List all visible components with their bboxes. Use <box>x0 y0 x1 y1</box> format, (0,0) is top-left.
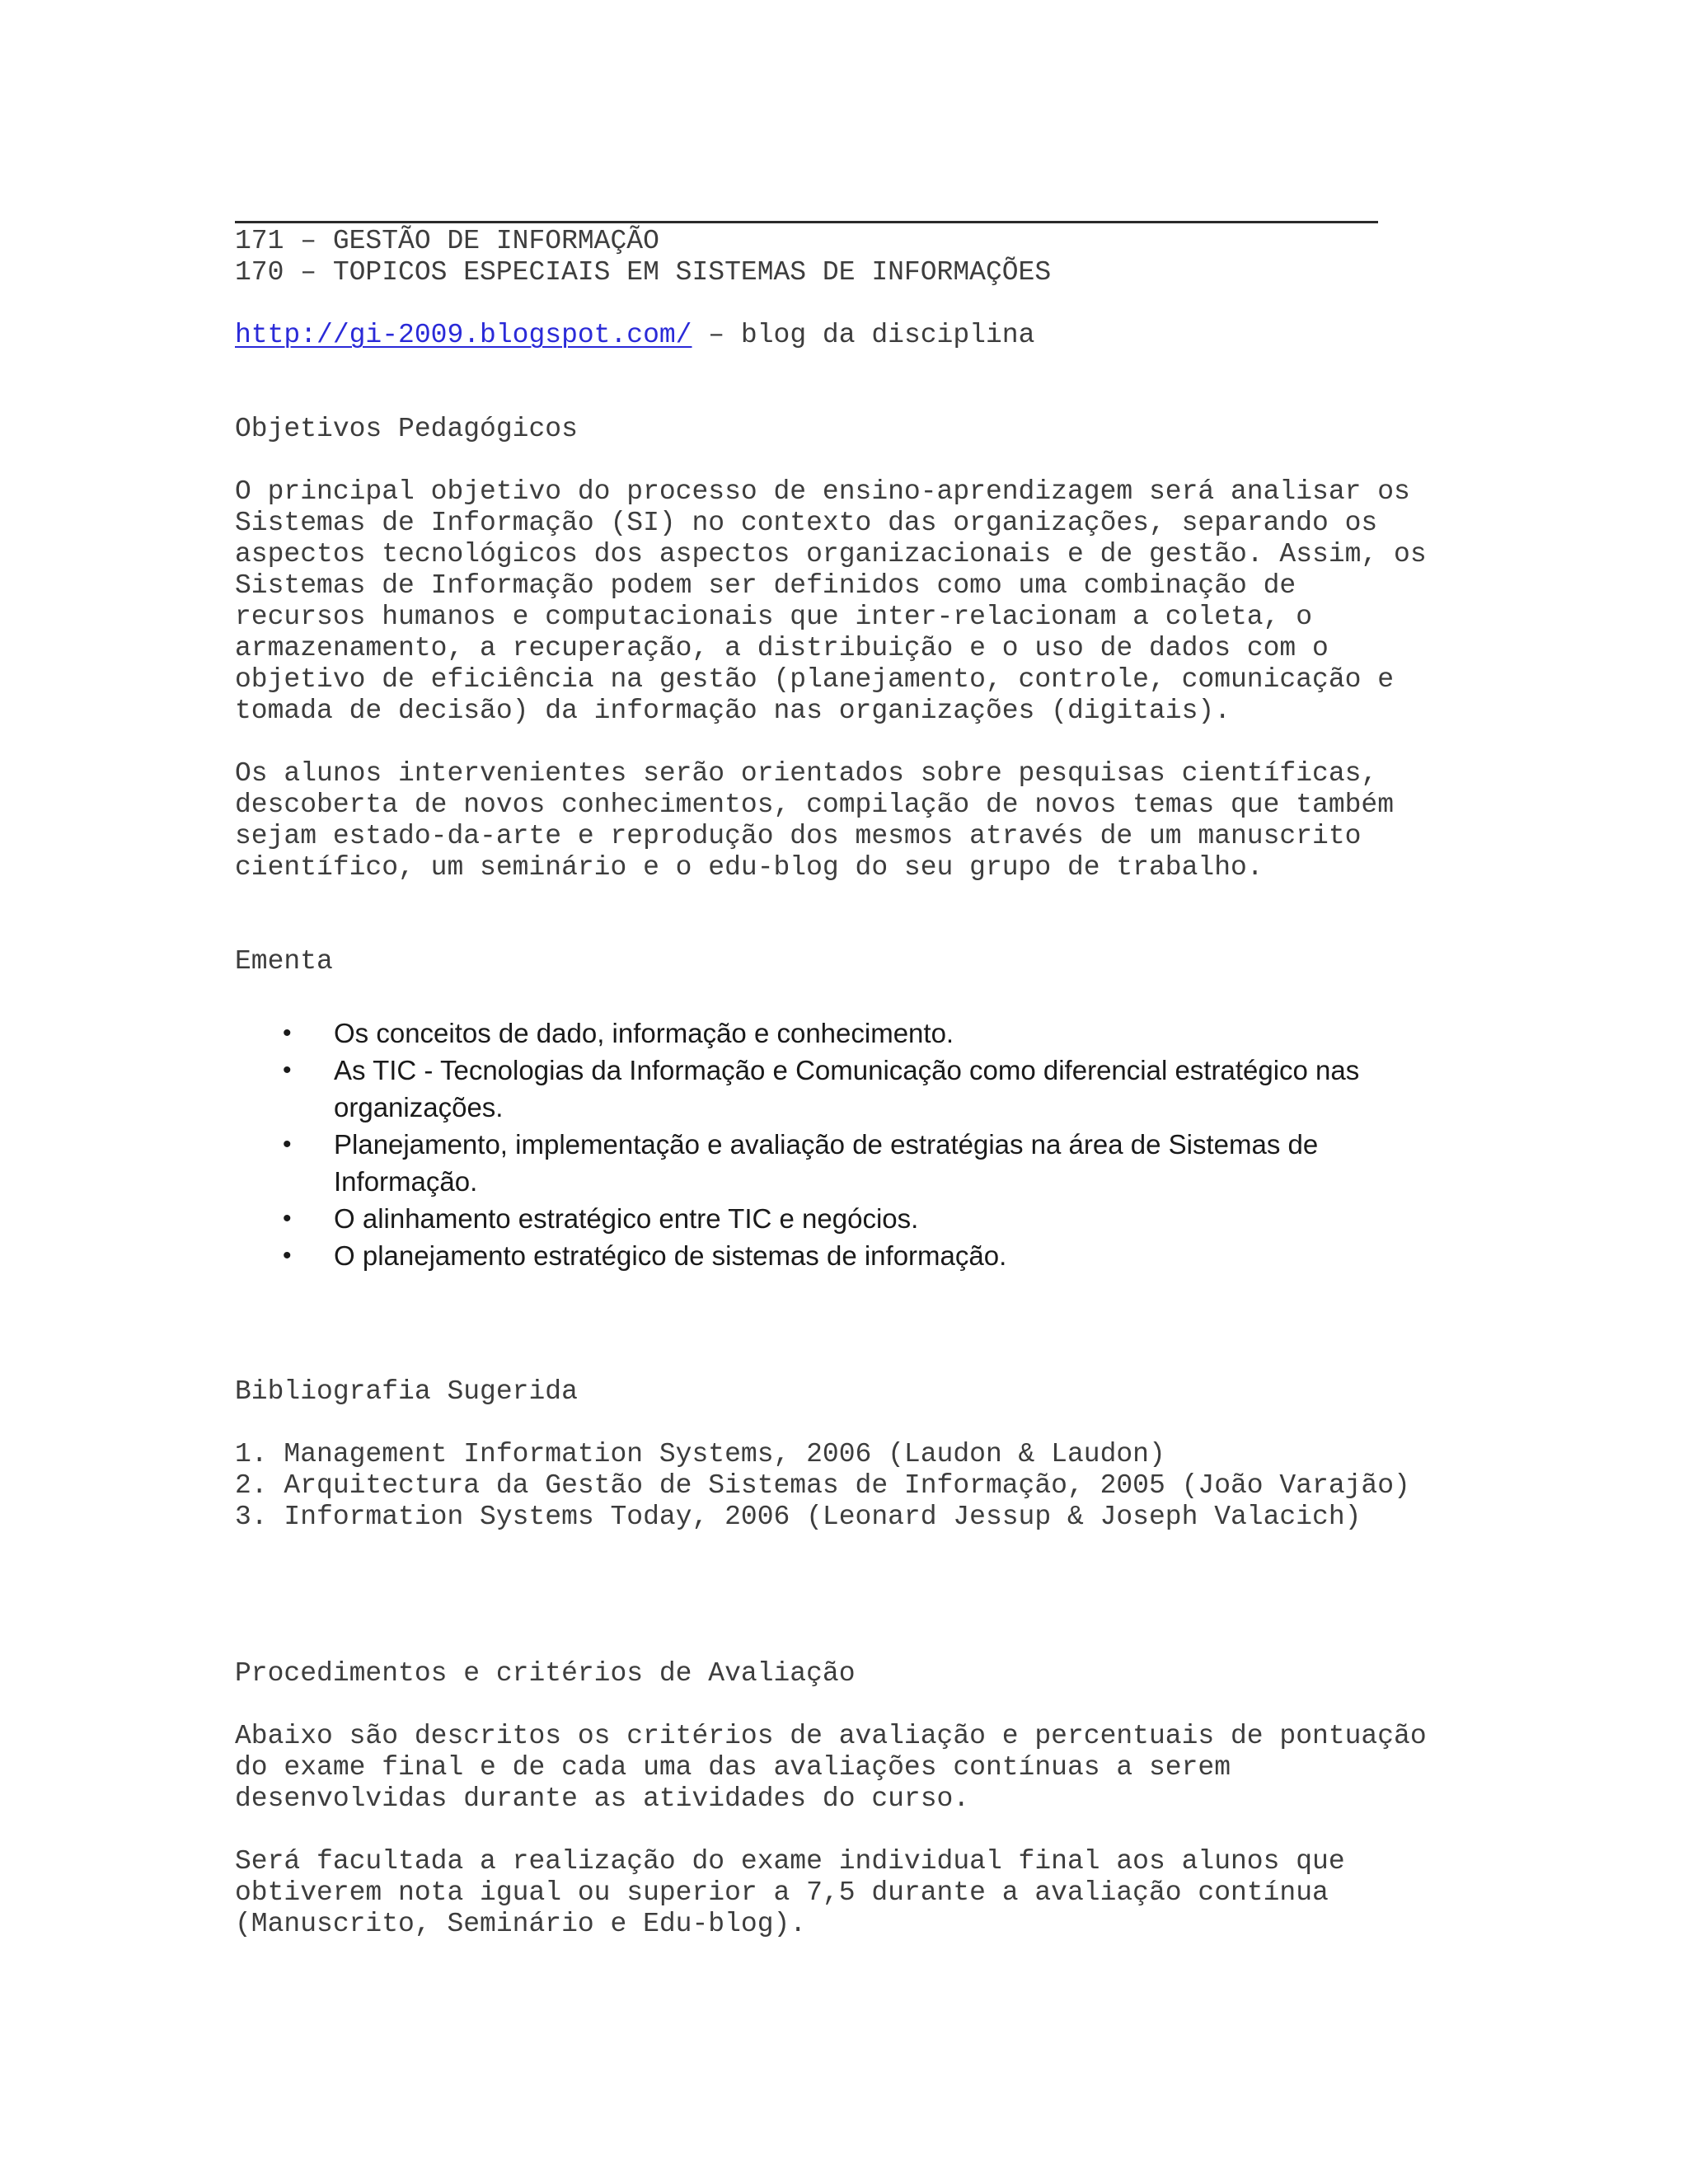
ementa-list <box>235 1015 1471 1274</box>
course-line-170: 170 – TOPICOS ESPECIAIS EM SISTEMAS DE INFORMAÇÕES <box>235 257 1052 288</box>
ementa-item <box>235 1237 1471 1274</box>
bullet-icon: • <box>283 1205 292 1232</box>
objetivos-paragraph-2: Os alunos intervenientes serão orientados sobre pesquisas científicas, descoberta de novos conhecimentos, compilação de novos temas que também sejam estado-da-arte e reprodução dos mesmos através de um manuscrito científico, um seminário e o edu-blog do seu grupo de trabalho. <box>235 758 1395 883</box>
bibliografia-item-1: 1. Management Information Systems, 2006 (Laudon & Laudon) <box>235 1439 1165 1469</box>
ementa-item <box>235 1200 1471 1237</box>
bullet-icon: • <box>283 1131 292 1158</box>
bibliografia-item-2: 2. Arquitectura da Gestão de Sistemas de Informação, 2005 (João Varajão) <box>235 1470 1410 1501</box>
ementa-heading: Ementa <box>235 946 333 977</box>
ementa-item-text: As TIC - Tecnologias da Informação e Comunicação como diferencial estratégico nas organizações. <box>334 1055 1360 1122</box>
blog-link[interactable]: http://gi-2009.blogspot.com/ <box>235 320 692 350</box>
ementa-item <box>235 1052 1471 1126</box>
ementa-item-text: Os conceitos de dado, informação e conhecimento. <box>334 1018 954 1048</box>
bullet-icon: • <box>283 1019 292 1047</box>
bibliografia-heading: Bibliografia Sugerida <box>235 1376 578 1407</box>
ementa-item-text: O planejamento estratégico de sistemas de informação. <box>334 1240 1007 1271</box>
blog-line <box>235 320 1034 351</box>
avaliacao-heading: Procedimentos e critérios de Avaliação <box>235 1658 856 1689</box>
ementa-item-text: O alinhamento estratégico entre TIC e negócios. <box>334 1203 919 1234</box>
header-rule <box>235 221 1378 223</box>
ementa-item <box>235 1126 1471 1200</box>
course-line-171: 171 – GESTÃO DE INFORMAÇÃO <box>235 226 659 256</box>
ementa-item-text: Planejamento, implementação e avaliação de estratégias na área de Sistemas de Informação. <box>334 1129 1319 1197</box>
bibliografia-item-3: 3. Information Systems Today, 2006 (Leonard Jessup & Joseph Valacich) <box>235 1502 1362 1532</box>
bullet-icon: • <box>283 1242 292 1269</box>
ementa-item <box>235 1015 1471 1052</box>
avaliacao-paragraph-1: Abaixo são descritos os critérios de avaliação e percentuais de pontuação do exame final e de cada uma das avaliações contínuas a serem desenvolvidas durante as atividades do curso. <box>235 1721 1427 1814</box>
avaliacao-paragraph-2: Será facultada a realização do exame individual final aos alunos que obtiverem nota igual ou superior a 7,5 durante a avaliação contínua (Manuscrito, Seminário e Edu-blog). <box>235 1846 1345 1939</box>
objetivos-heading: Objetivos Pedagógicos <box>235 414 578 444</box>
blog-description: – blog da disciplina <box>692 320 1035 350</box>
objetivos-paragraph-1: O principal objetivo do processo de ensino-aprendizagem será analisar os Sistemas de Informação (SI) no contexto das organizações, separando os aspectos tecnológicos dos aspectos organizacionais e de gestão. Assim, os Sistemas de Informação podem ser definidos como uma combinação de recursos humanos e computacionais que inter-relacionam a coleta, o armazenamento, a recuperação, a distribuição e o uso de dados com o objetivo de eficiência na gestão (planejamento, controle, comunicação e tomada de decisão) da informação nas organizações (digitais). <box>235 476 1427 726</box>
bullet-icon: • <box>283 1057 292 1084</box>
